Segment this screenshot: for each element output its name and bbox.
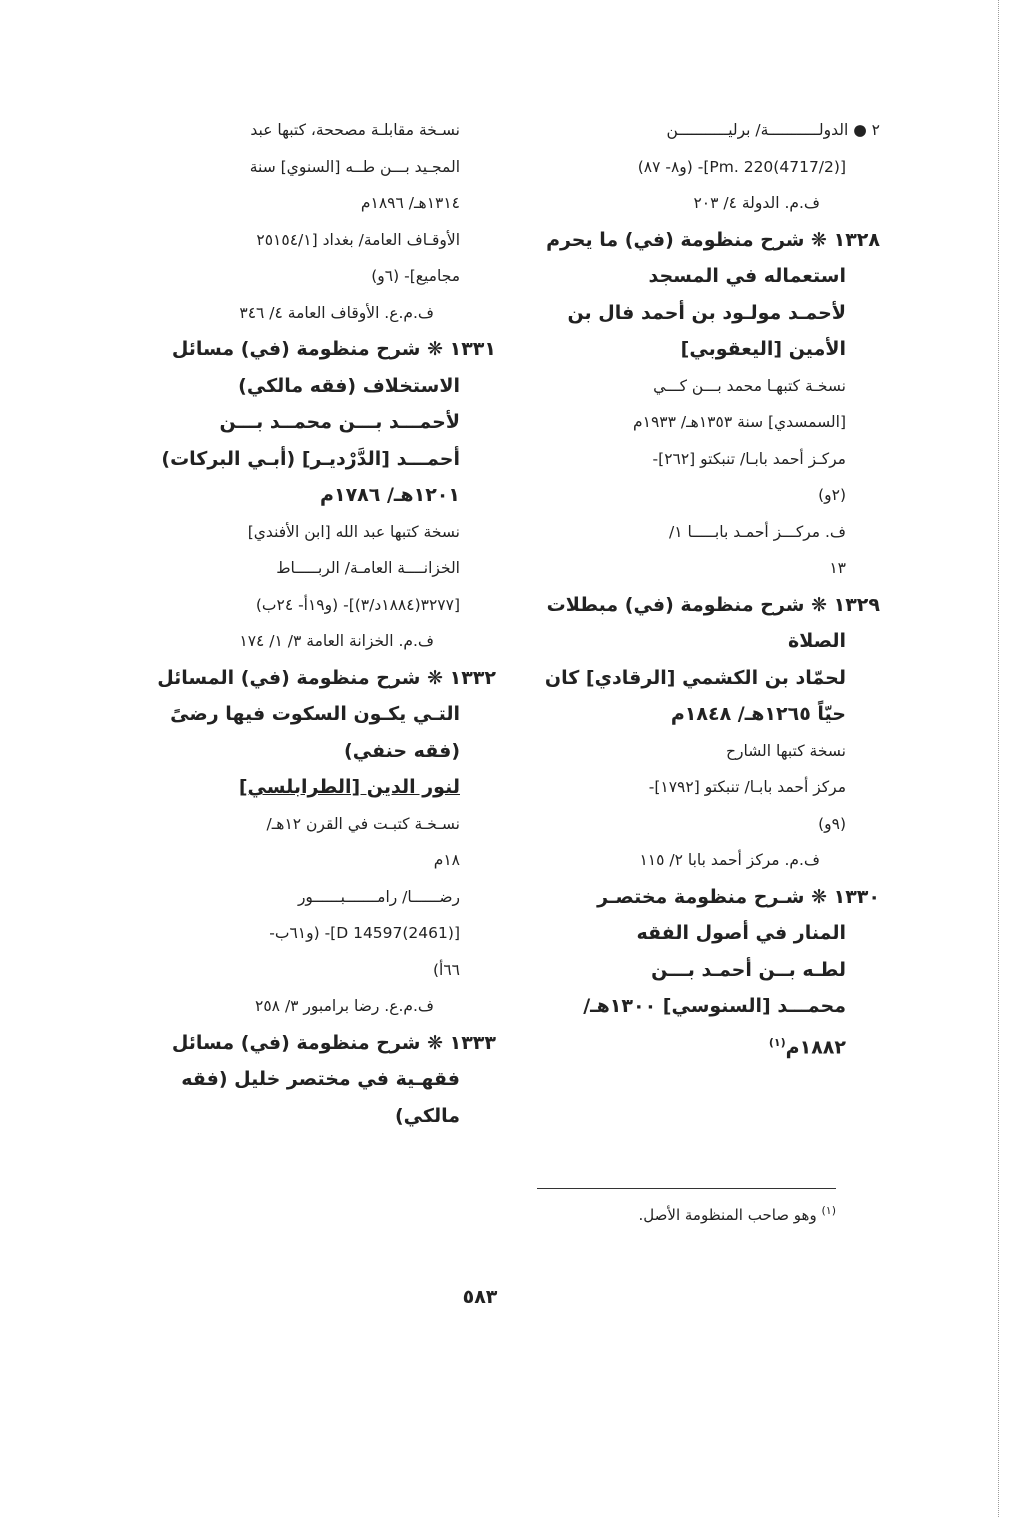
entry-detail-line — [128, 222, 460, 259]
line-text: نسخة كتبها عبد الله [ابن الأفندي] — [247, 522, 460, 541]
line-text: ف.م. الدولة ٤/ ٢٠٣ — [693, 194, 820, 212]
entry-heading-line — [510, 660, 846, 697]
line-text: الصلاة — [787, 630, 846, 652]
entry-heading-line — [128, 1098, 460, 1135]
line-text: الخزانــــة العامـة/ الربـــــاط — [276, 559, 460, 577]
entry-heading-line — [510, 587, 880, 624]
line-text: [٣٢٧٧(١٨٨٤د/٣)]- (و١٩أ- ٢٤ب) — [255, 595, 460, 614]
line-text: حيّاً ١٢٦٥هـ/ ١٨٤٨م — [670, 703, 846, 725]
line-text: لأحمـــد بـــن محمــد بـــن — [219, 411, 460, 433]
line-text: ف. مركـــز أحمـد بابـــــا ١/ — [669, 522, 846, 541]
entry-heading-line — [128, 368, 460, 405]
entry-detail-line — [128, 185, 460, 222]
line-text: ف.م.ع. رضا برامبور ٣/ ٢٥٨ — [255, 997, 434, 1015]
line-text: التـي يكـون السكوت فيها رضىً — [170, 703, 460, 725]
line-text: [D 14597(2461)]- (و٦١ب- — [269, 924, 460, 942]
line-text: لنور الدين [الطرابلسي] — [238, 776, 460, 798]
entry-detail-line — [128, 295, 460, 332]
entry-heading-line — [510, 915, 846, 952]
line-text: ١٣٣٣ ❋ شرح منظومة (في) مسائل — [171, 1031, 496, 1054]
entry-detail-line — [510, 733, 846, 770]
footnote-separator — [537, 1188, 836, 1189]
line-text: [(4717/2)Pm. 220]- (و٨- ٨٧) — [637, 157, 846, 176]
line-text: نسـخة مقابلـة مصححة، كتبها عبد — [250, 121, 460, 139]
entry-heading-line — [128, 660, 496, 697]
entry-detail-line — [510, 842, 846, 879]
entry-heading-line — [128, 1025, 496, 1062]
line-text: ١٣٣١ ❋ شرح منظومة (في) مسائل — [171, 338, 496, 360]
line-text: (٩و) — [818, 814, 846, 833]
line-text: ١٨٨٢م — [785, 1035, 846, 1058]
entry-heading-line — [128, 404, 460, 441]
entry-detail-line — [510, 149, 846, 186]
entry-detail-line — [128, 952, 460, 989]
line-text: المنار في أصول الفقه — [636, 922, 846, 944]
line-text: الاستخلاف (فقه مالكي) — [238, 374, 460, 397]
line-text: ١٣ — [829, 559, 846, 577]
entry-detail-line — [128, 514, 460, 551]
entry-heading-line — [128, 1061, 460, 1098]
line-text: ف.م.ع. الأوقاف العامة ٤/ ٣٤٦ — [239, 303, 434, 322]
footnote-text: وهو صاحب المنظومة الأصل. — [638, 1206, 817, 1224]
right-column — [510, 112, 880, 1061]
entry-detail-line — [510, 550, 846, 587]
line-text: رضــــــا/ رامـــــــبــــــور — [297, 887, 460, 906]
line-text: ١٣١٤هـ/ ١٨٩٦م — [360, 194, 460, 212]
entry-heading-line — [510, 623, 846, 660]
line-text: ف.م. الخزانة العامة ٣/ ١/ ١٧٤ — [239, 632, 434, 650]
line-text: مالكي) — [395, 1104, 460, 1127]
line-text: الأوقـاف العامة/ بغداد [٢٥١٥٤/١ — [256, 230, 460, 249]
entry-detail-line — [128, 258, 460, 295]
entry-heading-line — [128, 477, 460, 514]
line-text: ٢ ● الدولـــــــــــة/ برليـــــــــــن — [666, 121, 880, 139]
footnote-ref: (١) — [768, 1035, 786, 1049]
line-text: مركـز أحمد بابـا/ تنبكتو [٢٦٢]- — [652, 449, 846, 468]
entry-detail-line — [128, 587, 460, 624]
line-text: ١٣٢٩ ❋ شرح منظومة (في) مبطلات — [546, 593, 880, 616]
scan-edge-line — [998, 0, 1000, 1517]
entry-detail-line — [510, 368, 846, 405]
entry-detail-line — [510, 185, 846, 222]
line-text: مركز أحمد بابـا/ تنبكتو [١٧٩٢]- — [648, 778, 846, 796]
entry-heading-line — [510, 1025, 846, 1062]
entry-heading-line — [510, 879, 880, 916]
entry-detail-line — [128, 842, 460, 879]
entry-heading-line — [510, 258, 846, 295]
entry-heading-line — [510, 222, 880, 259]
line-text: ١٢٠١هـ/ ١٧٨٦م — [320, 484, 460, 506]
entry-detail-line — [510, 441, 846, 478]
line-text: نسخـة كتبهـا محمد بـــن كـــي — [653, 376, 846, 395]
entry-detail-line — [128, 112, 460, 149]
entry-detail-line — [128, 879, 460, 916]
line-text: الأمين [اليعقوبي] — [680, 338, 846, 360]
line-text: (٢و) — [818, 486, 846, 504]
line-text: نسخة كتبها الشارح — [726, 741, 846, 760]
left-column — [128, 112, 496, 1134]
line-text: (فقه حنفي) — [344, 739, 460, 762]
line-text: ف.م. مركز أحمد بابا ٢/ ١١٥ — [639, 851, 820, 869]
entry-heading-line — [128, 733, 460, 770]
entry-detail-line — [510, 404, 846, 441]
footnote-marker: (١) — [821, 1204, 836, 1217]
entry-heading-line — [510, 952, 846, 989]
entry-detail-line — [128, 988, 460, 1025]
line-text: أحمـــد [الدَّرْديـر] (أبـي البركات) — [161, 447, 460, 470]
entry-detail-line — [510, 514, 846, 551]
entry-heading-line — [128, 331, 496, 368]
entry-detail-line — [128, 623, 460, 660]
entry-heading-line — [510, 295, 846, 332]
line-text: ١٣٣٠ ❋ شـرح منظومة مختصـر — [597, 885, 880, 908]
entry-detail-line — [510, 769, 846, 806]
line-text: لحمّاد بن الكشمي [الرقادي] كان — [544, 666, 846, 689]
line-text: فقهـية في مختصر خليل (فقه — [181, 1068, 460, 1090]
footnote — [537, 1198, 836, 1228]
line-text: [السمسدي] سنة ١٣٥٣هـ/ ١٩٣٣م — [633, 413, 846, 431]
entry-heading-line — [128, 441, 460, 478]
line-text: ٦٦أ) — [432, 960, 460, 979]
entry-detail-line — [510, 806, 846, 843]
line-text: ١٣٣٢ ❋ شرح منظومة (في) المسائل — [157, 666, 496, 689]
line-text: لطـه بــن أحمـد بـــن — [651, 958, 846, 981]
line-text: ١٣٢٨ ❋ شرح منظومة (في) ما يحرم — [546, 228, 880, 251]
entry-heading-line — [128, 696, 460, 733]
entry-heading-line — [510, 988, 846, 1025]
line-text: مجاميع]- (٦و) — [371, 267, 460, 285]
entry-detail-line — [128, 915, 460, 952]
line-text: لأحمـد مولـود بن أحمد فال بن — [567, 301, 846, 324]
entry-heading-line — [128, 769, 460, 806]
line-text: ١٨م — [433, 851, 460, 869]
line-text: المجـيد بـــن طــه [السنوي] سنة — [249, 157, 460, 176]
line-text: استعماله في المسجد — [648, 265, 846, 287]
entry-detail-line — [128, 806, 460, 843]
entry-detail-line — [128, 550, 460, 587]
entry-detail-line — [128, 149, 460, 186]
entry-heading-line — [510, 331, 846, 368]
entry-heading-line — [510, 696, 846, 733]
entry-detail-line — [510, 112, 880, 149]
entry-detail-line — [510, 477, 846, 514]
page-number: ٥٨٣ — [462, 1286, 498, 1308]
line-text: نسـخـة كتبـت في القرن ١٢هـ/ — [266, 814, 460, 833]
line-text: محمـــد [السنوسي] ١٣٠٠هـ/ — [583, 995, 846, 1017]
